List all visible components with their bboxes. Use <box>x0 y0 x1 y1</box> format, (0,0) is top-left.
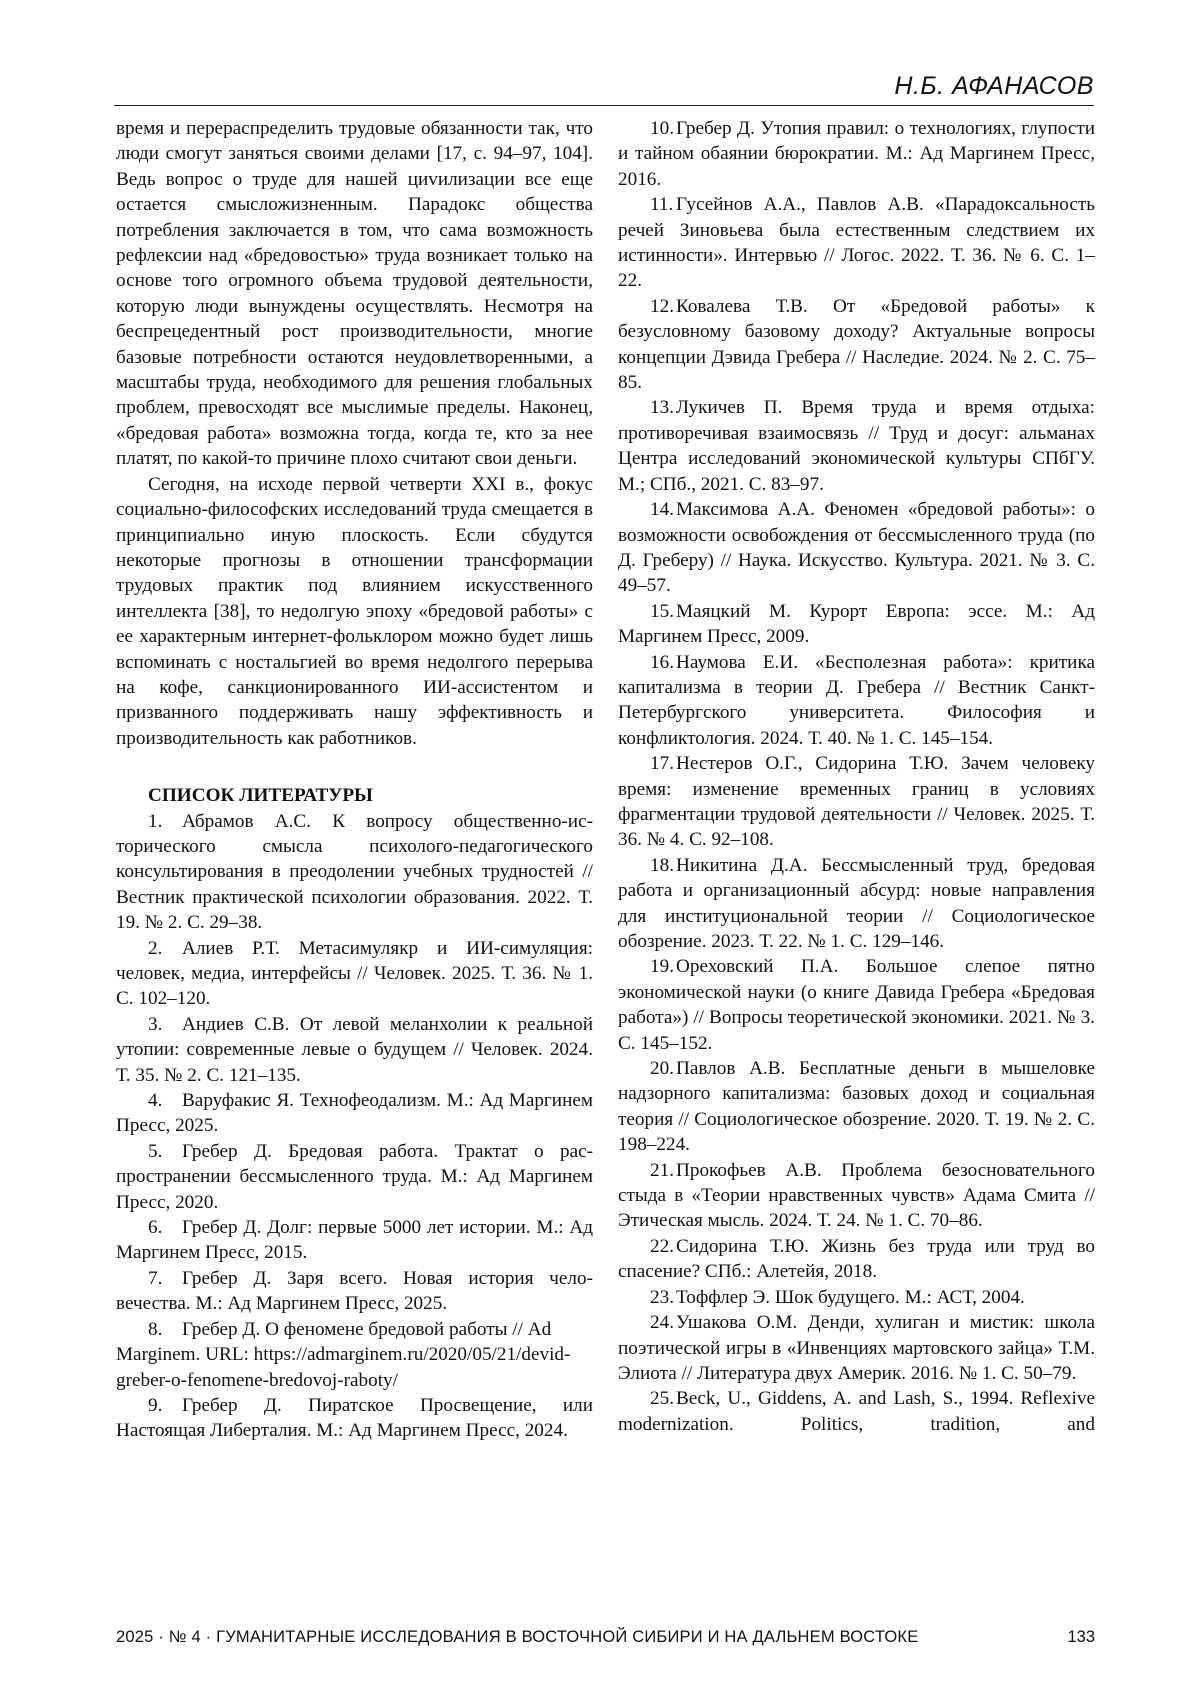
reference-number: 14. <box>650 499 674 521</box>
reference-item-25 <box>618 1386 1095 1437</box>
reference-item-22 <box>618 1234 1095 1285</box>
body-paragraph-1: время и перераспределить трудовые обязанности так, что люди смогут заняться своими делами [17, с. 94–97, 104]. Ведь вопрос о труде для нашей циvилизации все еще остается смысложизненным. Парадокс общества потребления заключается в том, что сама возможность рефлексии над «бредовостью» труда возникает только на основе того огромного объема трудовой деятельности, которую люди вынуждены осуществлять. Несмотря на беспрецедентный рост производительности, многие базовые потребности остаются неудовлетворенными, а масштабы труда, необходимого для решения глобальных проблем, превосходят все мыслимые пределы. Наконец, «бредовая работа» возможна тогда, когда те, кто за нее платят, по какой-то причине плохо считают свои деньги. <box>116 118 593 470</box>
reference-item-24 <box>618 1310 1095 1386</box>
reference-item-10 <box>618 116 1095 192</box>
reference-number: 19. <box>650 956 674 978</box>
reference-number: 23. <box>650 1286 674 1308</box>
reference-number: 6. <box>148 1217 163 1239</box>
reference-item-23 <box>618 1285 1095 1310</box>
reference-text: Гребер Д. Долг: первые 5000 лет истории. М.: Ад Маргинем Пресс, 2015. <box>116 1217 593 1264</box>
reference-number: 4. <box>148 1090 163 1112</box>
reference-item-8 <box>116 1317 593 1393</box>
reference-item-9 <box>116 1393 593 1444</box>
reference-number: 21. <box>650 1159 674 1181</box>
reference-number: 10. <box>650 118 674 139</box>
reference-item-5 <box>116 1139 593 1215</box>
reference-number: 2. <box>148 937 163 959</box>
reference-text: Гребер Д. Пиратское Просвещение, или Настоящая Либерталия. М.: Ад Маргинем Пресс, 2024. <box>116 1394 593 1442</box>
reference-item-2 <box>116 936 593 1012</box>
reference-number: 5. <box>148 1140 163 1162</box>
reference-number: 18. <box>650 854 674 876</box>
reference-text: Гребер Д. Заря всего. Новая история человечества. М.: Ад Маргинем Пресс, 2025. <box>116 1267 593 1315</box>
reference-number: 15. <box>650 600 674 622</box>
reference-item-19 <box>618 954 1095 1056</box>
reference-number: 13. <box>650 397 674 419</box>
reference-text: Сидорина Т.Ю. Жизнь без труда или труд во спасение? СПб.: Алетейя, 2018. <box>618 1235 1095 1283</box>
reference-text: Максимова А.А. Феномен «бредовой работы»: о возможности освобождения от бессмысленного труда (по Д. Греберу) // Наука. Искусство. Культура. 2021. № 3. С. 49–57. <box>618 499 1095 597</box>
author-name: Н.Б. АФАНАСОВ <box>894 72 1094 100</box>
reference-text: Гребер Д. О феномене бредовой работы // Ad Marginem. URL: https://admarginem.ru/2020/05/21/devid-greber-o-fenomene-bredovoj-raboty/ <box>116 1318 571 1391</box>
reference-number: 8. <box>148 1318 163 1340</box>
reference-item-14 <box>618 497 1095 599</box>
reference-text: Нестеров О.Г., Сидорина Т.Ю. Зачем человеку время: изменение временных границ в условиях фрагментации трудовой деятельности // Человек. 2025. Т. 36. № 4. С. 92–108. <box>618 753 1095 851</box>
header-rule <box>114 105 1094 106</box>
reference-item-4 <box>116 1088 593 1139</box>
reference-number: 17. <box>650 753 674 775</box>
reference-item-15 <box>618 599 1095 650</box>
reference-text: Ковалева Т.В. От «Бредовой работы» к безусловному базовому доходу? Актуальные вопросы концепции Дэвида Гребера // Наследие. 2024. № 2. С. 75–85. <box>618 295 1095 394</box>
reference-number: 9. <box>148 1394 163 1416</box>
reference-number: 24. <box>650 1312 674 1334</box>
reference-number: 22. <box>650 1235 674 1257</box>
reference-item-11 <box>618 192 1095 294</box>
reference-text: Никитина Д.А. Бессмысленный труд, бредовая работа и организационный абсурд: новые направления для институциональной теории // Социологическое обозрение. 2023. Т. 22. № 1. С. 129–146. <box>618 854 1095 952</box>
reference-text: Тоффлер Э. Шок будущего. М.: АСТ, 2004. <box>676 1286 1025 1308</box>
journal-title: 2025 · № 4 · ГУМАНИТАРНЫЕ ИССЛЕДОВАНИЯ В ВОСТОЧНОЙ СИБИРИ И НА ДАЛЬНЕМ ВОСТОКЕ <box>116 1628 919 1646</box>
right-column <box>618 116 1095 1437</box>
reference-item-3 <box>116 1012 593 1088</box>
reference-number: 7. <box>148 1267 163 1289</box>
reference-text: Абрамов А.С. К вопросу общественно-исторического смысла психолого-педагогического консультирования в преодолении учебных трудностей // Вестник практической психологии образования. 2022. Т. 19. № 2. С. 29–38. <box>116 810 593 934</box>
reference-text: Алиев Р.Т. Метасимулякр и ИИ-симуляция: человек, медиа, интерфейсы // Человек. 2025. Т. 36. № 1. С. 102–120. <box>116 937 593 1010</box>
left-column <box>116 116 593 1444</box>
reference-text: Прокофьев А.В. Проблема безосновательного стыда в «Теории нравственных чувств» Адама Смита // Этическая мысль. 2024. Т. 24. № 1. С. 70–86. <box>618 1159 1095 1232</box>
reference-item-1 <box>116 809 593 936</box>
reference-text: Павлов А.В. Бесплатные деньги в мышеловке надзорного капитализма: базовых доход и социальная теория // Социологическое обозрение. 2020. Т. 19. № 2. С. 198–224. <box>618 1058 1095 1156</box>
body-paragraph-2: Сегодня, на исходе первой четверти XXI в., фокус социально-философских исследований труда смещается в принципиально иную плоскость. Если сбудутся некоторые прогнозы в отношении трансформации трудовых практик под влиянием искусственного интеллекта [38], то недолгую эпоху «бредовой работы» с ее характерным интернет-фольклором можно будет лишь вспоминать с ностальгией во время недолгого перерыва на кофе, санкционированного ИИ-ассистентом и призванного поддерживать нашу эффективность и производительность как работников. <box>116 473 593 749</box>
reference-text: Ореховский П.А. Большое слепое пятно экономической науки (о книге Давида Гребера «Бредовая работа») // Вопросы теоретической экономики. 2021. № 3. С. 145–152. <box>618 956 1095 1054</box>
reference-item-13 <box>618 395 1095 497</box>
reference-number: 20. <box>650 1058 674 1080</box>
reference-item-16 <box>618 650 1095 752</box>
page-number: 133 <box>1067 1628 1095 1646</box>
reference-number: 1. <box>148 810 163 832</box>
reference-item-12 <box>618 294 1095 396</box>
reference-text: Андиев С.В. От левой меланхолии к реальной утопии: современные левые о будущем // Человек. 2024. Т. 35. № 2. С. 121–135. <box>116 1013 593 1086</box>
reference-item-7 <box>116 1266 593 1317</box>
references-heading: СПИСОК ЛИТЕРАТУРЫ <box>148 785 373 807</box>
reference-text: Гребер Д. Бредовая работа. Трактат о распространении бессмысленного труда. М.: Ад Маргинем Пресс, 2020. <box>116 1140 593 1213</box>
reference-text: Варуфакис Я. Технофеодализм. М.: Ад Маргинем Пресс, 2025. <box>116 1090 593 1137</box>
reference-number: 3. <box>148 1013 163 1035</box>
reference-text: Лукичев П. Время труда и время отдыха: противоречивая взаимосвязь // Труд и досуг: альманах Центра исследований экономической культуры СПбГУ. М.; СПб., 2021. С. 83–97. <box>618 397 1095 495</box>
reference-text: Ушакова О.М. Денди, хулиган и мистик: школа поэтической игры в «Инвенциях мартовского зайца» Т.М. Элиота // Литература двух Америк. 2016. № 1. С. 50–79. <box>618 1312 1095 1384</box>
reference-item-20 <box>618 1056 1095 1158</box>
reference-text: Наумова Е.И. «Бесполезная работа»: критика капитализма в теории Д. Гребера // Вестник Санкт-Петербургского университета. Философия и конфликтология. 2024. Т. 40. № 1. С. 145–154. <box>618 651 1095 749</box>
reference-item-18 <box>618 853 1095 955</box>
reference-text: Гребер Д. Утопия правил: о технологиях, глупости и тайном обаянии бюрократии. М.: Ад Маргинем Пресс, 2016. <box>618 118 1095 190</box>
reference-number: 11. <box>650 194 674 216</box>
reference-text: Маяцкий М. Курорт Европа: эссе. М.: Ад Маргинем Пресс, 2009. <box>618 600 1095 648</box>
reference-number: 12. <box>650 295 674 317</box>
reference-number: 25. <box>650 1388 674 1410</box>
reference-item-21 <box>618 1158 1095 1234</box>
reference-number: 16. <box>650 651 674 673</box>
reference-item-17 <box>618 751 1095 853</box>
reference-text: Гусейнов А.А., Павлов А.В. «Парадоксальность речей Зиновьева была естественным следствием их истинности». Интервью // Логос. 2022. Т. 36. № 6. С. 1–22. <box>618 194 1095 292</box>
reference-item-6 <box>116 1215 593 1266</box>
reference-text: Beck, U., Giddens, A. and Lash, S., 1994. Reflexive modernization. Politics, tradition, and <box>618 1388 1095 1435</box>
